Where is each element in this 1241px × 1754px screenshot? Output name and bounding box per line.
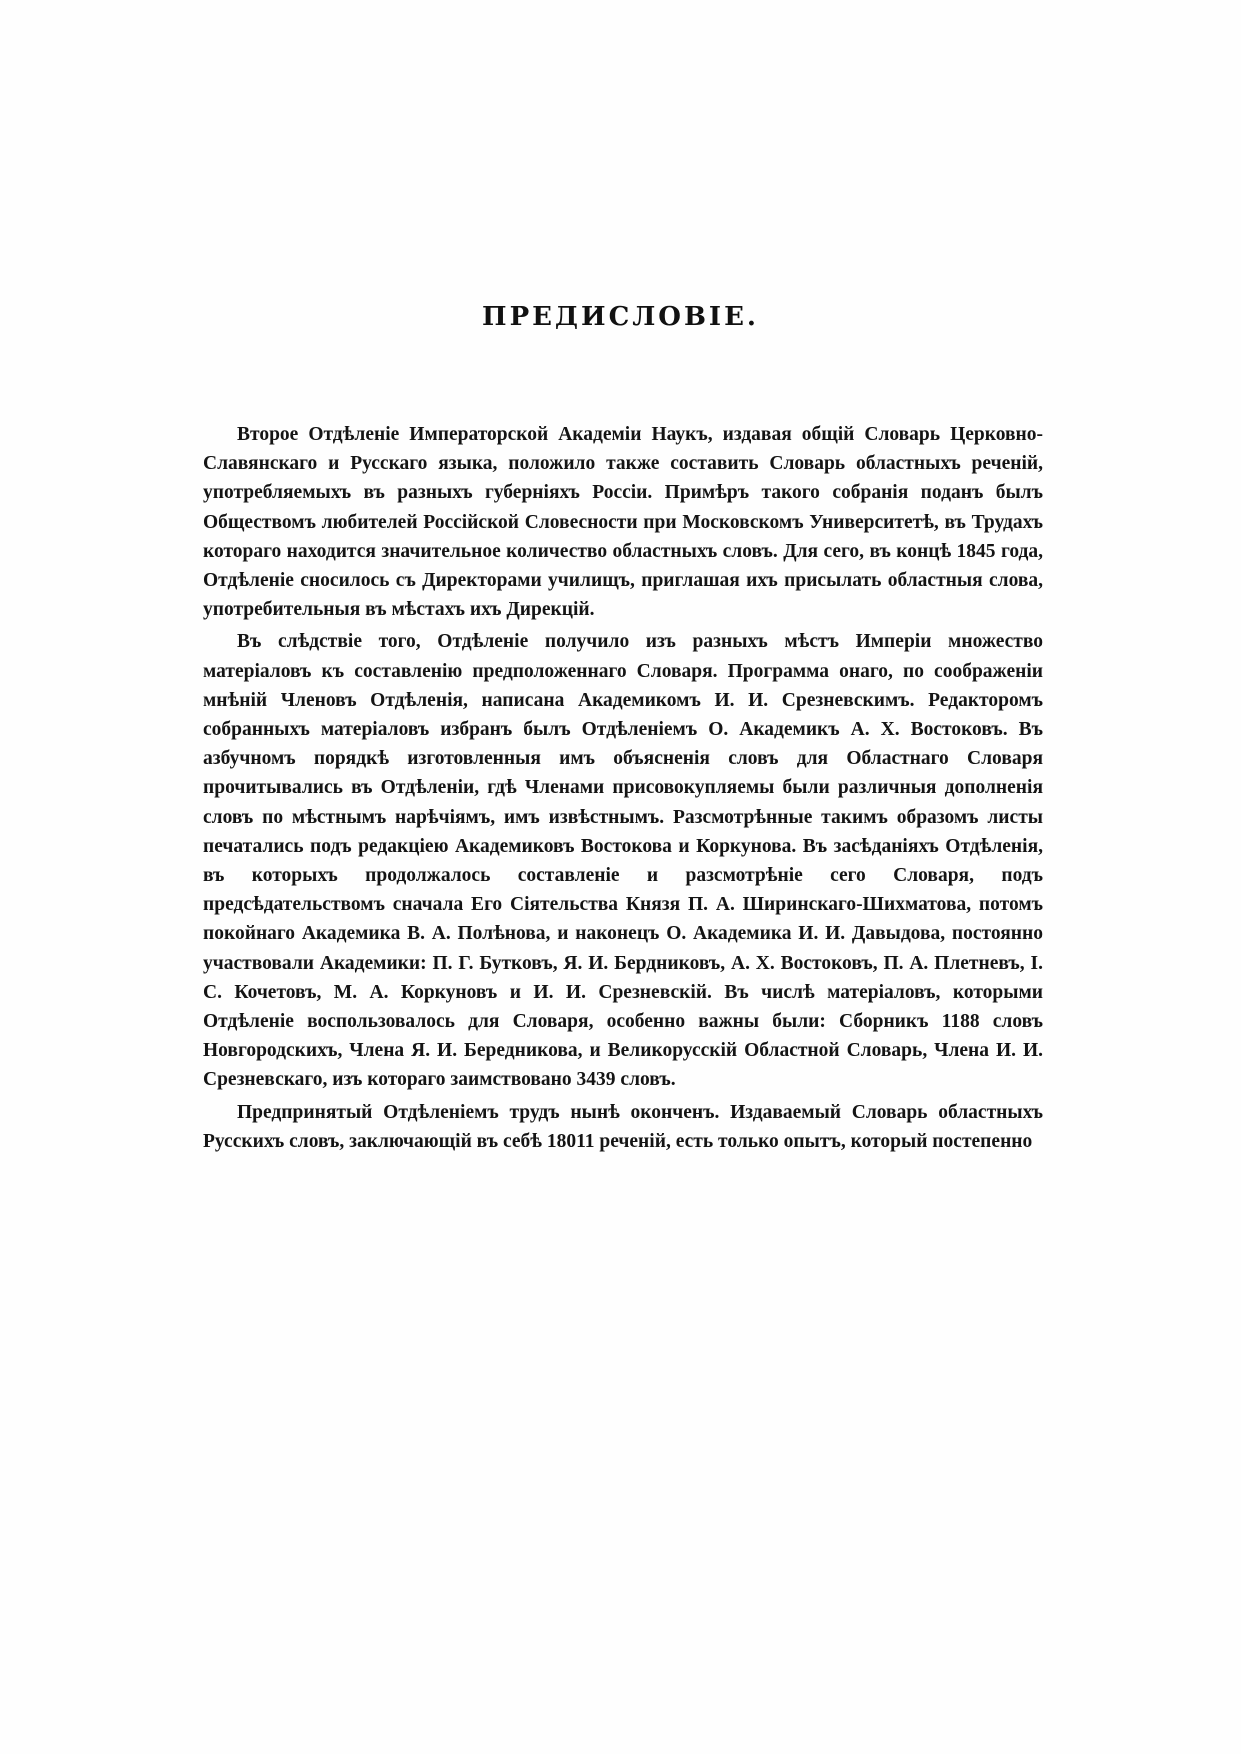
page-heading: ПРЕДИСЛОВІЕ. [482, 302, 759, 332]
body-text [203, 420, 1043, 1156]
paragraph-3: Предпринятый Отдѣленіемъ трудъ нынѣ оконченъ. Издаваемый Словарь областныхъ Русскихъ словъ, заключающій въ себѣ 18011 реченій, есть только опытъ, который постепенно [203, 1101, 1043, 1152]
paragraph-2: Въ слѣдствіе того, Отдѣленіе получило изъ разныхъ мѣстъ Имперіи множество матеріаловъ къ составленію предположеннаго Словаря. Программа онаго, по соображеніи мнѣній Членовъ Отдѣленія, написана Академикомъ И. И. Срезневскимъ. Редакторомъ собранныхъ матеріаловъ избранъ былъ Отдѣленіемъ О. Академикъ А. Х. Востоковъ. Въ азбучномъ порядкѣ изготовленныя имъ объясненія словъ для Областнаго Словаря прочитывались въ Отдѣленіи, гдѣ Членами присовокупляемы были различныя дополненія словъ по мѣстнымъ нарѣчіямъ, имъ извѣстнымъ. Разсмотрѣнные такимъ образомъ листы печатались подъ редакціею Академиковъ Востокова и Коркунова. Въ засѣданіяхъ Отдѣленія, въ которыхъ продолжалось составленіе и разсмотрѣніе сего Словаря, подъ предсѣдательствомъ сначала Его Сіятельства Князя П. А. Ширинскаго-Шихматова, потомъ покойнаго Академика В. А. Полѣнова, и наконецъ О. Академика И. И. Давыдова, постоянно участвовали Академики: П. Г. Бутковъ, Я. И. Бердниковъ, А. Х. Востоковъ, П. А. Плетневъ, І. С. Кочетовъ, М. А. Коркуновъ и И. И. Срезневскій. Въ числѣ матеріаловъ, которыми Отдѣленіе воспользовалось для Словаря, особенно важны были: Сборникъ 1188 словъ Новгородскихъ, Члена Я. И. Бередникова, и Великорусскій Областной Словарь, Члена И. И. Срезневскаго, изъ котораго заимствовано 3439 словъ. [203, 631, 1043, 1091]
paragraph-1: Второе Отдѣленіе Императорской Академіи Наукъ, издавая общій Словарь Церковно-Славянскаго и Русскаго языка, положило также составить Словарь областныхъ реченій, употребляемыхъ въ разныхъ губерніяхъ Россіи. Примѣръ такого собранія поданъ былъ Обществомъ любителей Россійской Словесности при Московскомъ Университетѣ, въ Трудахъ котораго находится значительное количество областныхъ словъ. Для сего, въ концѣ 1845 года, Отдѣленіе сносилось съ Директорами училищъ, приглашая ихъ присылать областныя слова, употребительныя въ мѣстахъ ихъ Дирекцій. [203, 424, 1043, 621]
